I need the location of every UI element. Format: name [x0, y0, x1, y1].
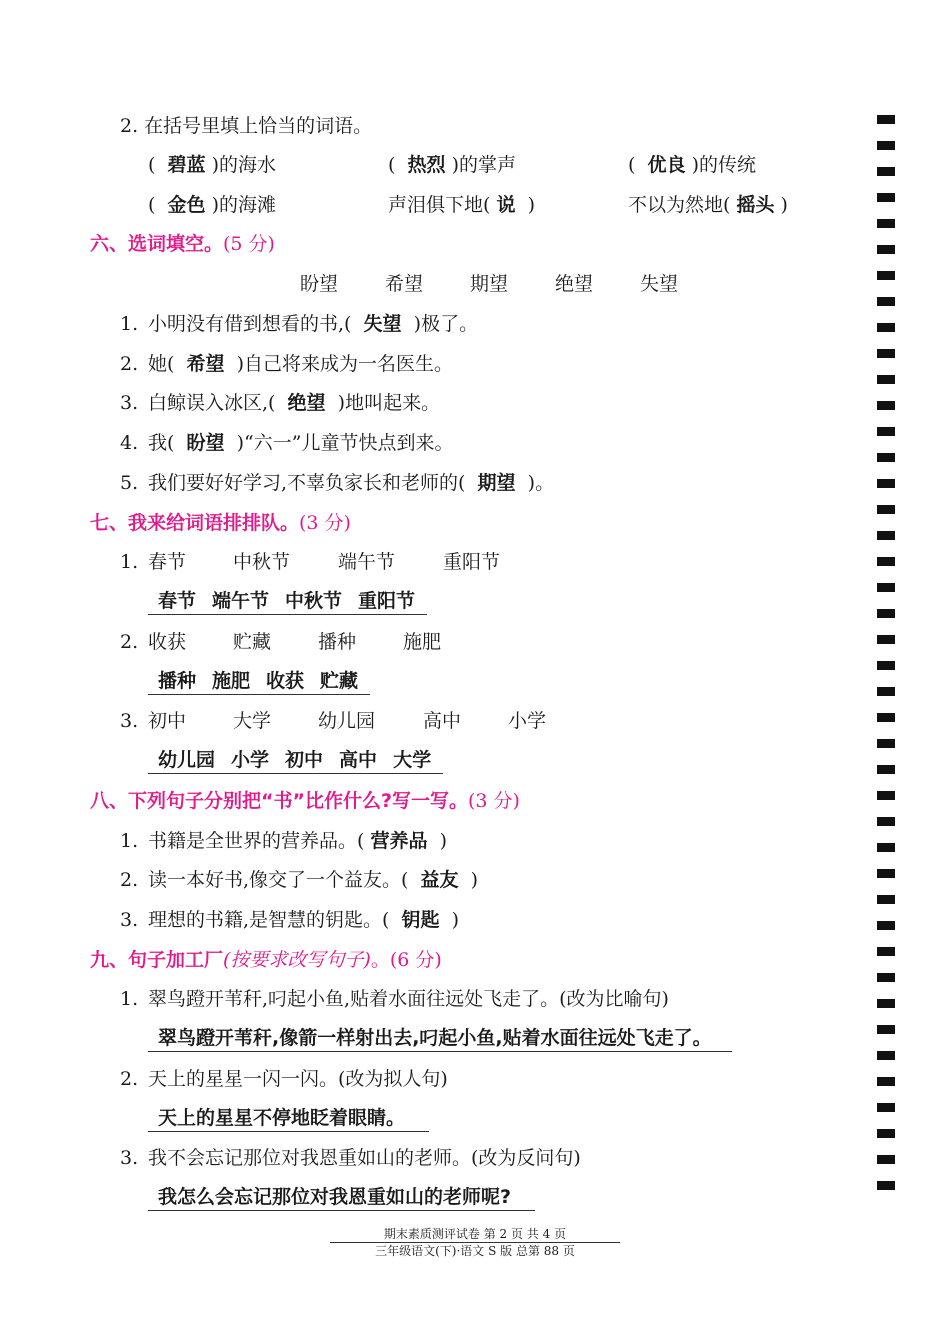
answer-text: 盼望: [186, 432, 225, 454]
answer-text: 碧蓝: [167, 154, 206, 176]
binding-mark: [877, 583, 895, 592]
item-text: 白鲸误入冰区,(: [148, 392, 276, 414]
section-6-item-3: [120, 391, 440, 415]
section-7-item-3: [120, 709, 546, 733]
item-text: )“六一”儿童节快点到来。: [236, 432, 454, 454]
item-number: 2.: [120, 869, 139, 891]
binding-mark: [877, 973, 895, 982]
section-8-item-3: [120, 908, 459, 932]
word-item: 贮藏: [233, 631, 272, 653]
section-score: (3 分): [468, 790, 520, 812]
binding-mark: [877, 895, 895, 904]
answer-word: 重阳节: [358, 590, 416, 612]
section-6-item-2: [120, 352, 453, 376]
binding-mark: [877, 947, 895, 956]
answer-text: 绝望: [287, 392, 326, 414]
binding-mark: [877, 817, 895, 826]
answer-text: 期望: [477, 472, 516, 494]
q5-2-blank-1: ( 碧蓝 )的海水: [148, 154, 276, 176]
word-item: 大学: [233, 710, 272, 732]
word-item: 施肥: [403, 631, 442, 653]
item-text: )。: [527, 472, 555, 494]
item-number: 1.: [120, 830, 139, 852]
section-9-answer-2: 天上的星星不停地眨着眼睛。: [148, 1105, 429, 1132]
section-7-item-1: [120, 550, 500, 574]
binding-mark: [877, 1155, 895, 1164]
binding-mark: [877, 453, 895, 462]
footer-page-info: 期末素质测评试卷 第 2 页 共 4 页: [330, 1226, 620, 1243]
answer-word: 小学: [231, 749, 270, 771]
word-item: 播种: [318, 631, 357, 653]
item-text: 书籍是全世界的营养品。(: [148, 830, 365, 852]
section-7-answer-2: [148, 668, 370, 695]
binding-mark: [877, 1051, 895, 1060]
section-score: (3 分): [299, 512, 351, 534]
section-9-item-1: [120, 987, 669, 1011]
answer-word: 收获: [266, 670, 305, 692]
binding-mark: [877, 921, 895, 930]
binding-mark: [877, 661, 895, 670]
answer-text: 益友: [420, 869, 459, 891]
section-6-item-5: [120, 471, 554, 495]
binding-mark: [877, 713, 895, 722]
answer-word: 幼儿园: [158, 749, 216, 771]
answer-word: 春节: [158, 590, 197, 612]
answer-text: 摇头: [736, 194, 775, 216]
q5-2-blank-2: ( 热烈 )的掌声: [388, 154, 516, 176]
blank-suffix: )的海水: [211, 154, 276, 176]
section-score: 。(6 分): [370, 949, 442, 971]
answer-word: 大学: [393, 749, 432, 771]
binding-mark: [877, 1181, 895, 1190]
section-7-answer-1: [148, 588, 427, 615]
answer-text: 优良: [647, 154, 686, 176]
item-text: 天上的星星一闪一闪。(改为拟人句): [148, 1068, 448, 1090]
item-text: 小明没有借到想看的书,(: [148, 313, 352, 335]
section-8-heading: [90, 789, 520, 813]
item-text: ): [470, 869, 479, 891]
binding-mark: [877, 791, 895, 800]
section-title: 九、句子加工厂: [90, 949, 224, 971]
binding-mark: [877, 375, 895, 384]
word-bank-item: 绝望: [555, 273, 594, 295]
section-title: 八、下列句子分别把“书”比作什么?写一写。: [90, 790, 468, 812]
answer-word: 播种: [158, 670, 197, 692]
word-item: 中秋节: [233, 551, 291, 573]
q5-2-blank-5: [388, 193, 535, 217]
binding-mark: [877, 843, 895, 852]
binding-mark: [877, 323, 895, 332]
binding-mark: [877, 1129, 895, 1138]
item-number: 1.: [120, 988, 139, 1010]
word-item: 端午节: [338, 551, 396, 573]
word-item: 初中: [148, 710, 187, 732]
item-text: )自己将来成为一名医生。: [236, 353, 454, 375]
section-6-heading: [90, 232, 275, 256]
item-number: 3.: [120, 392, 139, 414]
answer-text: 说: [496, 194, 516, 216]
answer-text: 金色: [167, 194, 206, 216]
blank-suffix: )的掌声: [451, 154, 516, 176]
answer-word: 初中: [285, 749, 324, 771]
binding-mark: [877, 193, 895, 202]
section-6-item-1: [120, 312, 478, 336]
answer-word: 施肥: [212, 670, 251, 692]
section-9-heading: [90, 948, 442, 972]
item-number: 5.: [120, 472, 139, 494]
answer-text: 热烈: [407, 154, 446, 176]
item-text: 读一本好书,像交了一个益友。(: [148, 869, 409, 891]
blank-prefix: 不以为然地(: [628, 194, 731, 216]
section-7-answer-3: [148, 747, 443, 774]
answer-text: 钥匙: [401, 909, 440, 931]
item-number: 3.: [120, 1147, 139, 1169]
binding-mark: [877, 1025, 895, 1034]
binding-mark: [877, 427, 895, 436]
word-item: 幼儿园: [318, 710, 376, 732]
word-bank-item: 失望: [640, 273, 679, 295]
word-bank-item: 盼望: [300, 273, 339, 295]
word-item: 重阳节: [443, 551, 501, 573]
binding-mark: [877, 297, 895, 306]
section-9-item-2: [120, 1067, 448, 1091]
binding-mark: [877, 765, 895, 774]
section-9-item-3: [120, 1146, 581, 1170]
answer-word: 高中: [339, 749, 378, 771]
item-text: )地叫起来。: [337, 392, 441, 414]
item-number: 2.: [120, 631, 139, 653]
section-title: 七、我来给词语排排队。: [90, 512, 300, 534]
section-8-item-2: [120, 868, 478, 892]
section-title: 六、选词填空。: [90, 233, 224, 255]
item-text: 我们要好好学习,不辜负家长和老师的(: [148, 472, 466, 494]
item-number: 2.: [120, 1068, 139, 1090]
binding-mark: [877, 141, 895, 150]
item-text: 她(: [148, 353, 175, 375]
binding-mark: [877, 1077, 895, 1086]
binding-mark: [877, 739, 895, 748]
footer-edition-info: 三年级语文(下)·语文 S 版 总第 88 页: [375, 1244, 575, 1258]
q5-2-blank-3: ( 优良 )的传统: [628, 154, 756, 176]
binding-mark: [877, 219, 895, 228]
item-number: 3.: [120, 710, 139, 732]
blank-suffix: ): [527, 194, 535, 216]
item-text: 我不会忘记那位对我恩重如山的老师。(改为反问句): [148, 1147, 581, 1169]
word-item: 小学: [508, 710, 547, 732]
item-text: 理想的书籍,是智慧的钥匙。(: [148, 909, 390, 931]
item-number: 2.: [120, 353, 139, 375]
binding-mark: [877, 401, 895, 410]
answer-word: 中秋节: [285, 590, 343, 612]
item-number: 1.: [120, 313, 139, 335]
section-6-item-4: [120, 431, 453, 455]
item-text: )极了。: [413, 313, 479, 335]
section-7-item-2: [120, 630, 441, 654]
answer-text: 营养品: [370, 830, 428, 852]
item-number: 3.: [120, 909, 139, 931]
word-item: 高中: [423, 710, 462, 732]
item-text: 我(: [148, 432, 175, 454]
word-item: 春节: [148, 551, 187, 573]
binding-mark: [877, 869, 895, 878]
answer-word: 贮藏: [320, 670, 359, 692]
binding-mark: [877, 115, 895, 124]
section-8-item-1: [120, 829, 447, 853]
section-subtitle: (按要求改写句子): [223, 949, 371, 971]
binding-mark: [877, 1103, 895, 1112]
word-bank-item: 希望: [385, 273, 424, 295]
q5-2-stem: 2. 在括号里填上恰当的词语。: [120, 115, 373, 137]
binding-mark: [877, 505, 895, 514]
item-text: 翠鸟蹬开苇秆,叼起小鱼,贴着水面往远处飞走了。(改为比喻句): [148, 988, 669, 1010]
answer-word: 端午节: [212, 590, 270, 612]
answer-text: 希望: [186, 353, 225, 375]
word-bank-item: 期望: [470, 273, 509, 295]
binding-mark: [877, 635, 895, 644]
word-item: 收获: [148, 631, 187, 653]
section-score: (5 分): [223, 233, 275, 255]
binding-mark: [877, 167, 895, 176]
binding-mark: [877, 531, 895, 540]
binding-mark: [877, 479, 895, 488]
q5-2-blank-6: [628, 193, 788, 217]
section-7-heading: [90, 511, 351, 535]
word-bank: [300, 272, 678, 296]
item-number: 1.: [120, 551, 139, 573]
binding-mark: [877, 609, 895, 618]
binding-mark: [877, 999, 895, 1008]
blank-prefix: 声泪俱下地(: [388, 194, 491, 216]
binding-mark: [877, 687, 895, 696]
section-9-answer-1: 翠鸟蹬开苇秆,像箭一样射出去,叼起小鱼,贴着水面往远处飞走了。: [148, 1025, 732, 1052]
item-number: 4.: [120, 432, 139, 454]
binding-mark: [877, 349, 895, 358]
blank-suffix: ): [780, 194, 788, 216]
blank-suffix: )的海滩: [211, 194, 276, 216]
binding-mark: [877, 245, 895, 254]
blank-suffix: )的传统: [691, 154, 756, 176]
item-text: ): [439, 830, 447, 852]
binding-mark: [877, 557, 895, 566]
item-text: ): [451, 909, 460, 931]
section-9-answer-3: 我怎么会忘记那位对我恩重如山的老师呢?: [148, 1184, 535, 1211]
answer-text: 失望: [363, 313, 402, 335]
q5-2-blank-4: ( 金色 )的海滩: [148, 194, 276, 216]
binding-mark: [877, 271, 895, 280]
